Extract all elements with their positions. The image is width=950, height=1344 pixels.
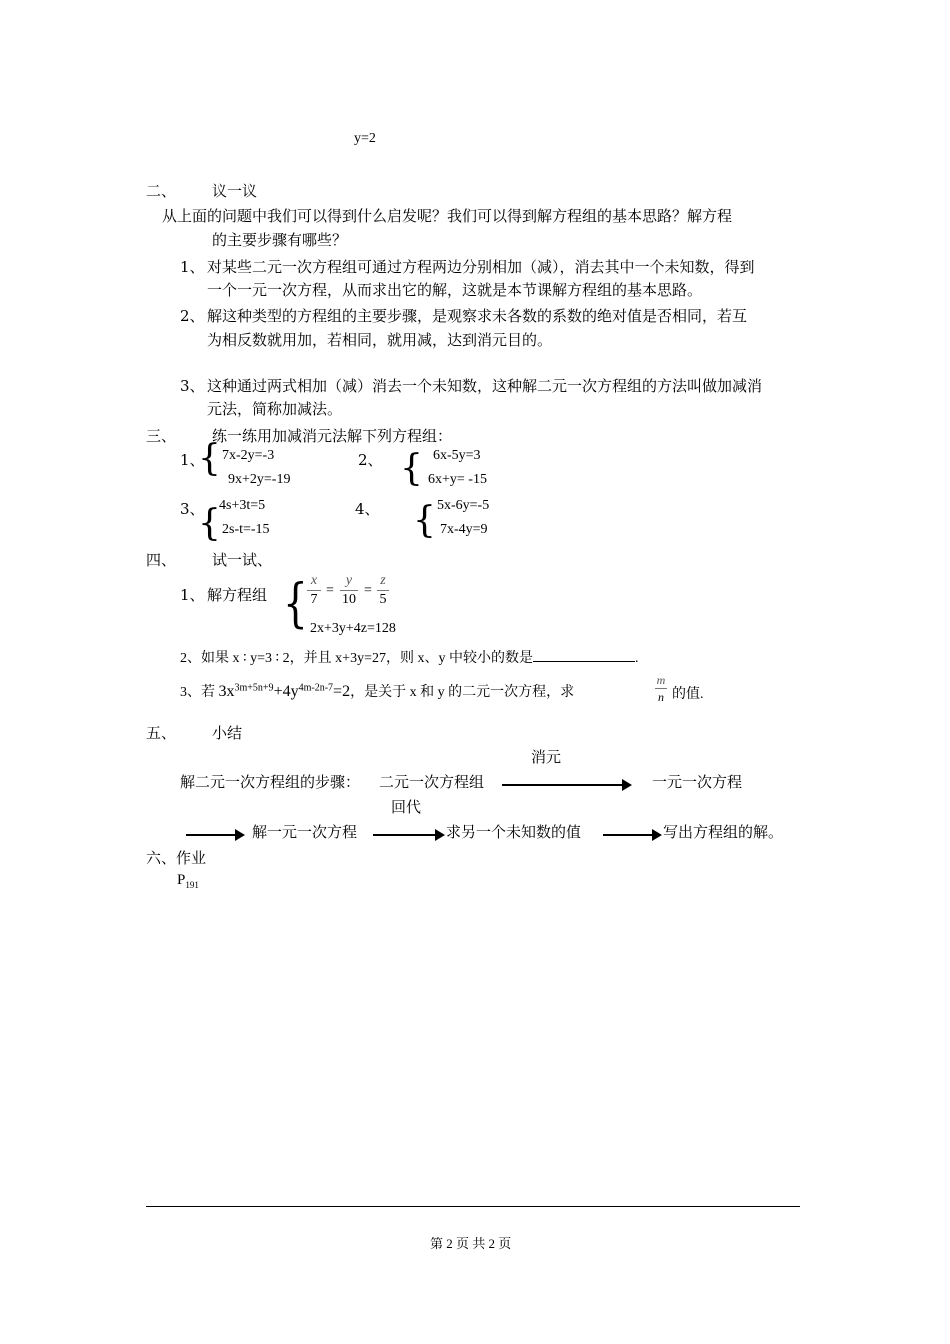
try-1-number: 1、 bbox=[180, 586, 205, 604]
exponent-2: 4m-2n-7 bbox=[298, 682, 334, 694]
term-plus-4y: +4y bbox=[273, 683, 299, 700]
try-2-line bbox=[180, 647, 638, 667]
steps-label: 解二元一次方程组的步骤： bbox=[180, 773, 361, 791]
fraction-y-over-10 bbox=[340, 573, 358, 608]
arrow-right-icon bbox=[603, 834, 660, 836]
exercise-2-number: 2、 bbox=[358, 451, 383, 469]
try-2-text: 2、如果 x ∶ y=3 ∶ 2，并且 x+3y=27，则 x、y 中较小的数是 bbox=[180, 651, 533, 666]
fraction-numerator: m bbox=[656, 673, 666, 687]
brace-icon: { bbox=[413, 500, 436, 541]
exponent-1: 3m+5n+9 bbox=[234, 682, 274, 694]
exercise-1-eq2: 9x+2y=-19 bbox=[228, 472, 291, 487]
exercise-1-number: 1、 bbox=[180, 451, 205, 469]
label-huidai: 回代 bbox=[391, 798, 422, 816]
answer-blank[interactable] bbox=[533, 647, 635, 662]
fraction-m-over-n bbox=[655, 673, 667, 704]
arrow-right-icon bbox=[502, 784, 630, 786]
brace-icon: { bbox=[400, 448, 423, 489]
fraction-bar bbox=[307, 590, 321, 591]
label-xiaoyuan: 消元 bbox=[531, 748, 562, 766]
exercise-2-eq1: 6x-5y=3 bbox=[433, 448, 481, 463]
fraction-denominator: 10 bbox=[342, 592, 356, 607]
equals-sign: = bbox=[326, 583, 334, 598]
try-3-end: 的值. bbox=[672, 687, 704, 702]
top-equation: y=2 bbox=[354, 131, 376, 146]
exercise-4-eq2: 7x-4y=9 bbox=[440, 522, 488, 537]
homework-p: P bbox=[177, 872, 186, 888]
fraction-z-over-5 bbox=[377, 573, 389, 608]
homework-page-number: 191 bbox=[185, 880, 199, 890]
try-3-line bbox=[180, 681, 574, 701]
try-3-middle: ，是关于 x 和 y 的二元一次方程，求 bbox=[350, 685, 575, 700]
term-base-1: 3x bbox=[218, 683, 235, 700]
exercise-4-eq1: 5x-6y=-5 bbox=[437, 498, 490, 513]
section-3-title: 练一练用加减消元法解下列方程组： bbox=[212, 427, 453, 445]
footer-divider bbox=[146, 1206, 800, 1207]
step-solve-linear: 解一元一次方程 bbox=[252, 823, 358, 841]
fraction-bar bbox=[655, 688, 667, 689]
fraction-denominator: 7 bbox=[310, 592, 318, 607]
equals-sign: = bbox=[364, 583, 372, 598]
exercise-4-number: 4、 bbox=[355, 500, 380, 518]
homework-page bbox=[177, 872, 199, 890]
section-2-number: 二、 bbox=[146, 182, 177, 200]
point-1-number: 1、 bbox=[180, 258, 205, 276]
section-6-title: 六、作业 bbox=[146, 849, 207, 867]
exercise-3-number: 3、 bbox=[180, 500, 205, 518]
exercise-3-eq2: 2s-t=-15 bbox=[222, 522, 270, 537]
fraction-denominator: 5 bbox=[379, 592, 387, 607]
term-equals-2: =2 bbox=[333, 683, 351, 700]
brace-icon: { bbox=[283, 574, 308, 634]
point-2-line2: 为相反数就用加，若相同，就用减，达到消元目的。 bbox=[207, 331, 553, 349]
point-2-line1: 解这种类型的方程组的主要步骤，是观察求未各数的系数的绝对值是否相同，若互 bbox=[207, 307, 748, 325]
step-linear-equation: 一元一次方程 bbox=[652, 773, 743, 791]
section-5-title: 小结 bbox=[212, 724, 243, 742]
fraction-bar bbox=[377, 590, 389, 591]
fraction-x-over-7 bbox=[307, 573, 321, 608]
fraction-denominator: n bbox=[658, 690, 664, 704]
try-2-period: . bbox=[634, 651, 639, 666]
try-1-label: 解方程组 bbox=[207, 586, 268, 604]
fraction-numerator: z bbox=[380, 573, 386, 588]
point-1-line1: 对某些二元一次方程组可通过方程两边分别相加（减），消去其中一个未知数，得到 bbox=[207, 258, 755, 276]
fraction-bar bbox=[340, 590, 358, 591]
section-2-intro-line2: 的主要步骤有哪些？ bbox=[212, 231, 348, 249]
arrow-right-icon bbox=[373, 834, 443, 836]
section-2-intro-line1: 从上面的问题中我们可以得到什么启发呢？我们可以得到解方程组的基本思路？解方程 bbox=[162, 207, 733, 225]
exercise-2-eq2: 6x+y= -15 bbox=[428, 472, 487, 487]
section-5-number: 五、 bbox=[146, 724, 177, 742]
step-binary-system: 二元一次方程组 bbox=[379, 773, 485, 791]
fraction-numerator: y bbox=[345, 573, 353, 588]
arrow-right-icon bbox=[186, 834, 243, 836]
point-3-line1: 这种通过两式相加（减）消去一个未知数，这种解二元一次方程组的方法叫做加减消 bbox=[207, 377, 763, 395]
fraction-numerator: x bbox=[310, 573, 318, 588]
point-3-number: 3、 bbox=[180, 377, 205, 395]
point-3-line2: 元法，简称加减法。 bbox=[207, 400, 343, 418]
brace-icon: { bbox=[198, 503, 221, 544]
exercise-3-eq1: 4s+3t=5 bbox=[219, 498, 266, 513]
section-3-number: 三、 bbox=[146, 427, 177, 445]
page-footer: 第 2 页 共 2 页 bbox=[430, 1236, 512, 1251]
step-find-other: 求另一个未知数的值 bbox=[446, 823, 582, 841]
section-4-title: 试一试、 bbox=[212, 551, 273, 569]
point-2-number: 2、 bbox=[180, 307, 205, 325]
brace-icon: { bbox=[198, 438, 221, 479]
try-3-prefix: 3、若 bbox=[180, 685, 219, 700]
point-1-line2: 一个一元一次方程，从而求出它的解，这就是本节课解方程组的基本思路。 bbox=[207, 281, 703, 299]
step-write-solution: 写出方程组的解。 bbox=[663, 823, 784, 841]
exercise-1-eq1: 7x-2y=-3 bbox=[222, 448, 275, 463]
section-2-title: 议一议 bbox=[212, 182, 258, 200]
section-4-number: 四、 bbox=[146, 551, 177, 569]
try-1-eq2: 2x+3y+4z=128 bbox=[310, 621, 396, 636]
